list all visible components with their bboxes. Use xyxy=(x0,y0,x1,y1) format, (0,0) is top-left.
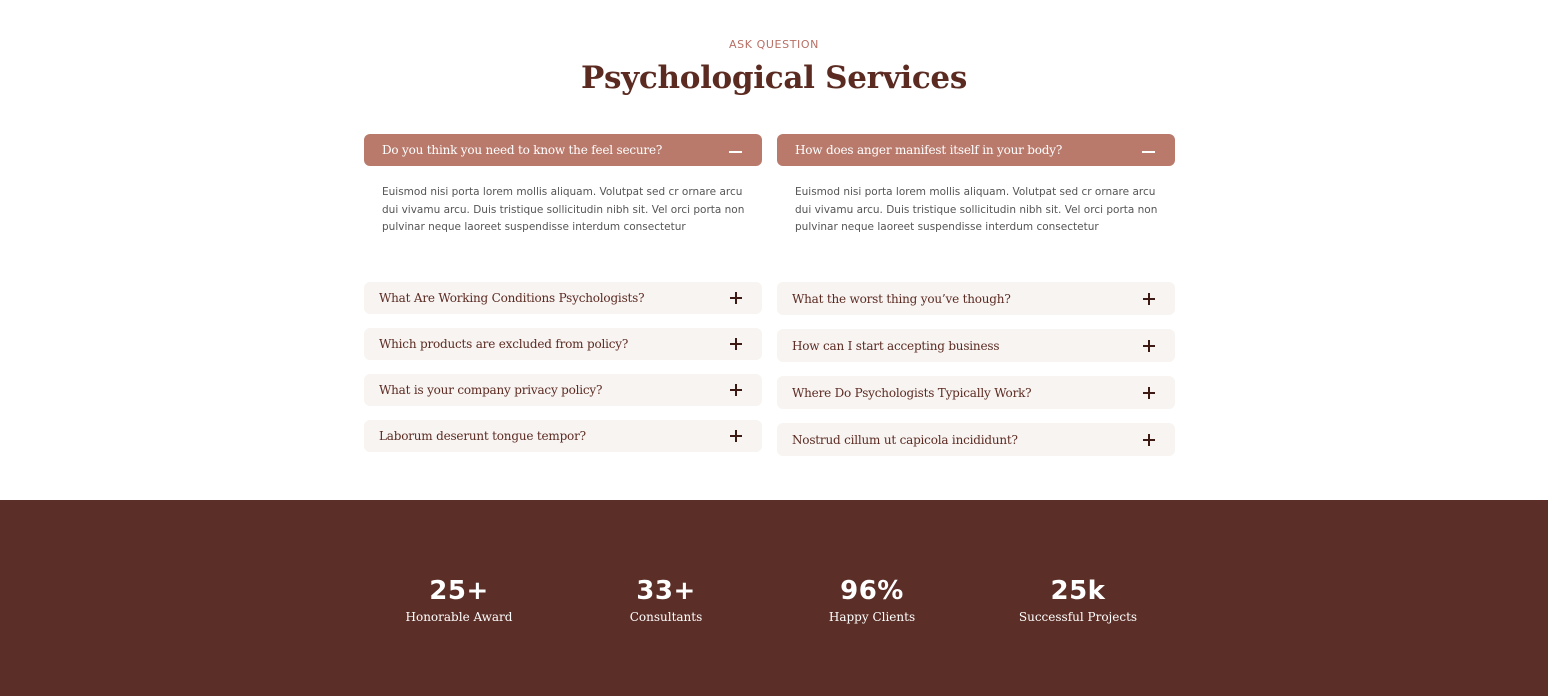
stat-value: 25k xyxy=(1050,576,1106,606)
faq-column-right xyxy=(777,134,1175,470)
accordion-question: Nostrud cillum ut capicola incididunt? xyxy=(792,432,1018,447)
stat-successful-projects xyxy=(968,576,1188,624)
plus-icon[interactable] xyxy=(1143,434,1155,446)
accordion-question: What the worst thing you’ve though? xyxy=(792,291,1011,306)
plus-icon[interactable] xyxy=(730,292,742,304)
accordion-item[interactable] xyxy=(364,328,762,360)
minus-icon[interactable] xyxy=(1142,151,1155,153)
plus-icon[interactable] xyxy=(730,384,742,396)
accordion-item[interactable] xyxy=(364,282,762,314)
minus-icon[interactable] xyxy=(729,151,742,153)
stat-consultants xyxy=(556,576,776,624)
accordion-item[interactable] xyxy=(364,374,762,406)
faq-column-left xyxy=(364,134,762,466)
stat-happy-clients xyxy=(762,576,982,624)
accordion-question: Laborum deserunt tongue tempor? xyxy=(379,429,586,443)
stats-band xyxy=(0,500,1548,696)
plus-icon[interactable] xyxy=(1143,340,1155,352)
accordion-question: What Are Working Conditions Psychologists? xyxy=(379,291,645,305)
accordion-item[interactable] xyxy=(777,282,1175,315)
stat-label: Successful Projects xyxy=(1018,610,1138,624)
section-title: Psychological Services xyxy=(581,60,967,96)
stat-label: Consultants xyxy=(629,610,703,624)
plus-icon[interactable] xyxy=(1143,387,1155,399)
accordion-item[interactable] xyxy=(364,420,762,452)
stat-honorable-award xyxy=(349,576,569,624)
plus-icon[interactable] xyxy=(1143,293,1155,305)
section-eyebrow: ASK QUESTION xyxy=(729,38,819,51)
plus-icon[interactable] xyxy=(730,430,742,442)
accordion-question: Which products are excluded from policy? xyxy=(379,337,629,351)
accordion-header-open[interactable] xyxy=(777,134,1175,166)
accordion-question: What is your company privacy policy? xyxy=(379,383,603,397)
plus-icon[interactable] xyxy=(730,338,742,350)
stat-value: 96% xyxy=(840,576,904,606)
accordion-item[interactable] xyxy=(777,329,1175,362)
accordion-answer: Euismod nisi porta lorem mollis aliquam. Volutpat sed cr ornare arcu dui vivamu arcu. Duis tristique sollicitudin nibh sit. Vel orci porta non pulvinar neque laoreet suspendisse interdum consectetur xyxy=(795,186,1158,233)
stat-value: 25+ xyxy=(429,576,489,606)
accordion-question: Where Do Psychologists Typically Work? xyxy=(792,385,1032,400)
stat-label: Honorable Award xyxy=(405,610,513,624)
accordion-question: How does anger manifest itself in your body? xyxy=(795,143,1063,157)
accordion-item[interactable] xyxy=(777,423,1175,456)
stat-label: Happy Clients xyxy=(828,610,916,624)
accordion-question: How can I start accepting business xyxy=(792,338,1000,353)
accordion-answer: Euismod nisi porta lorem mollis aliquam. Volutpat sed cr ornare arcu dui vivamu arcu. Duis tristique sollicitudin nibh sit. Vel orci porta non pulvinar neque laoreet suspendisse interdum consectetur xyxy=(382,186,745,233)
accordion-header-open[interactable] xyxy=(364,134,762,166)
accordion-item[interactable] xyxy=(777,376,1175,409)
stat-value: 33+ xyxy=(636,576,696,606)
accordion-question: Do you think you need to know the feel secure? xyxy=(382,143,663,157)
